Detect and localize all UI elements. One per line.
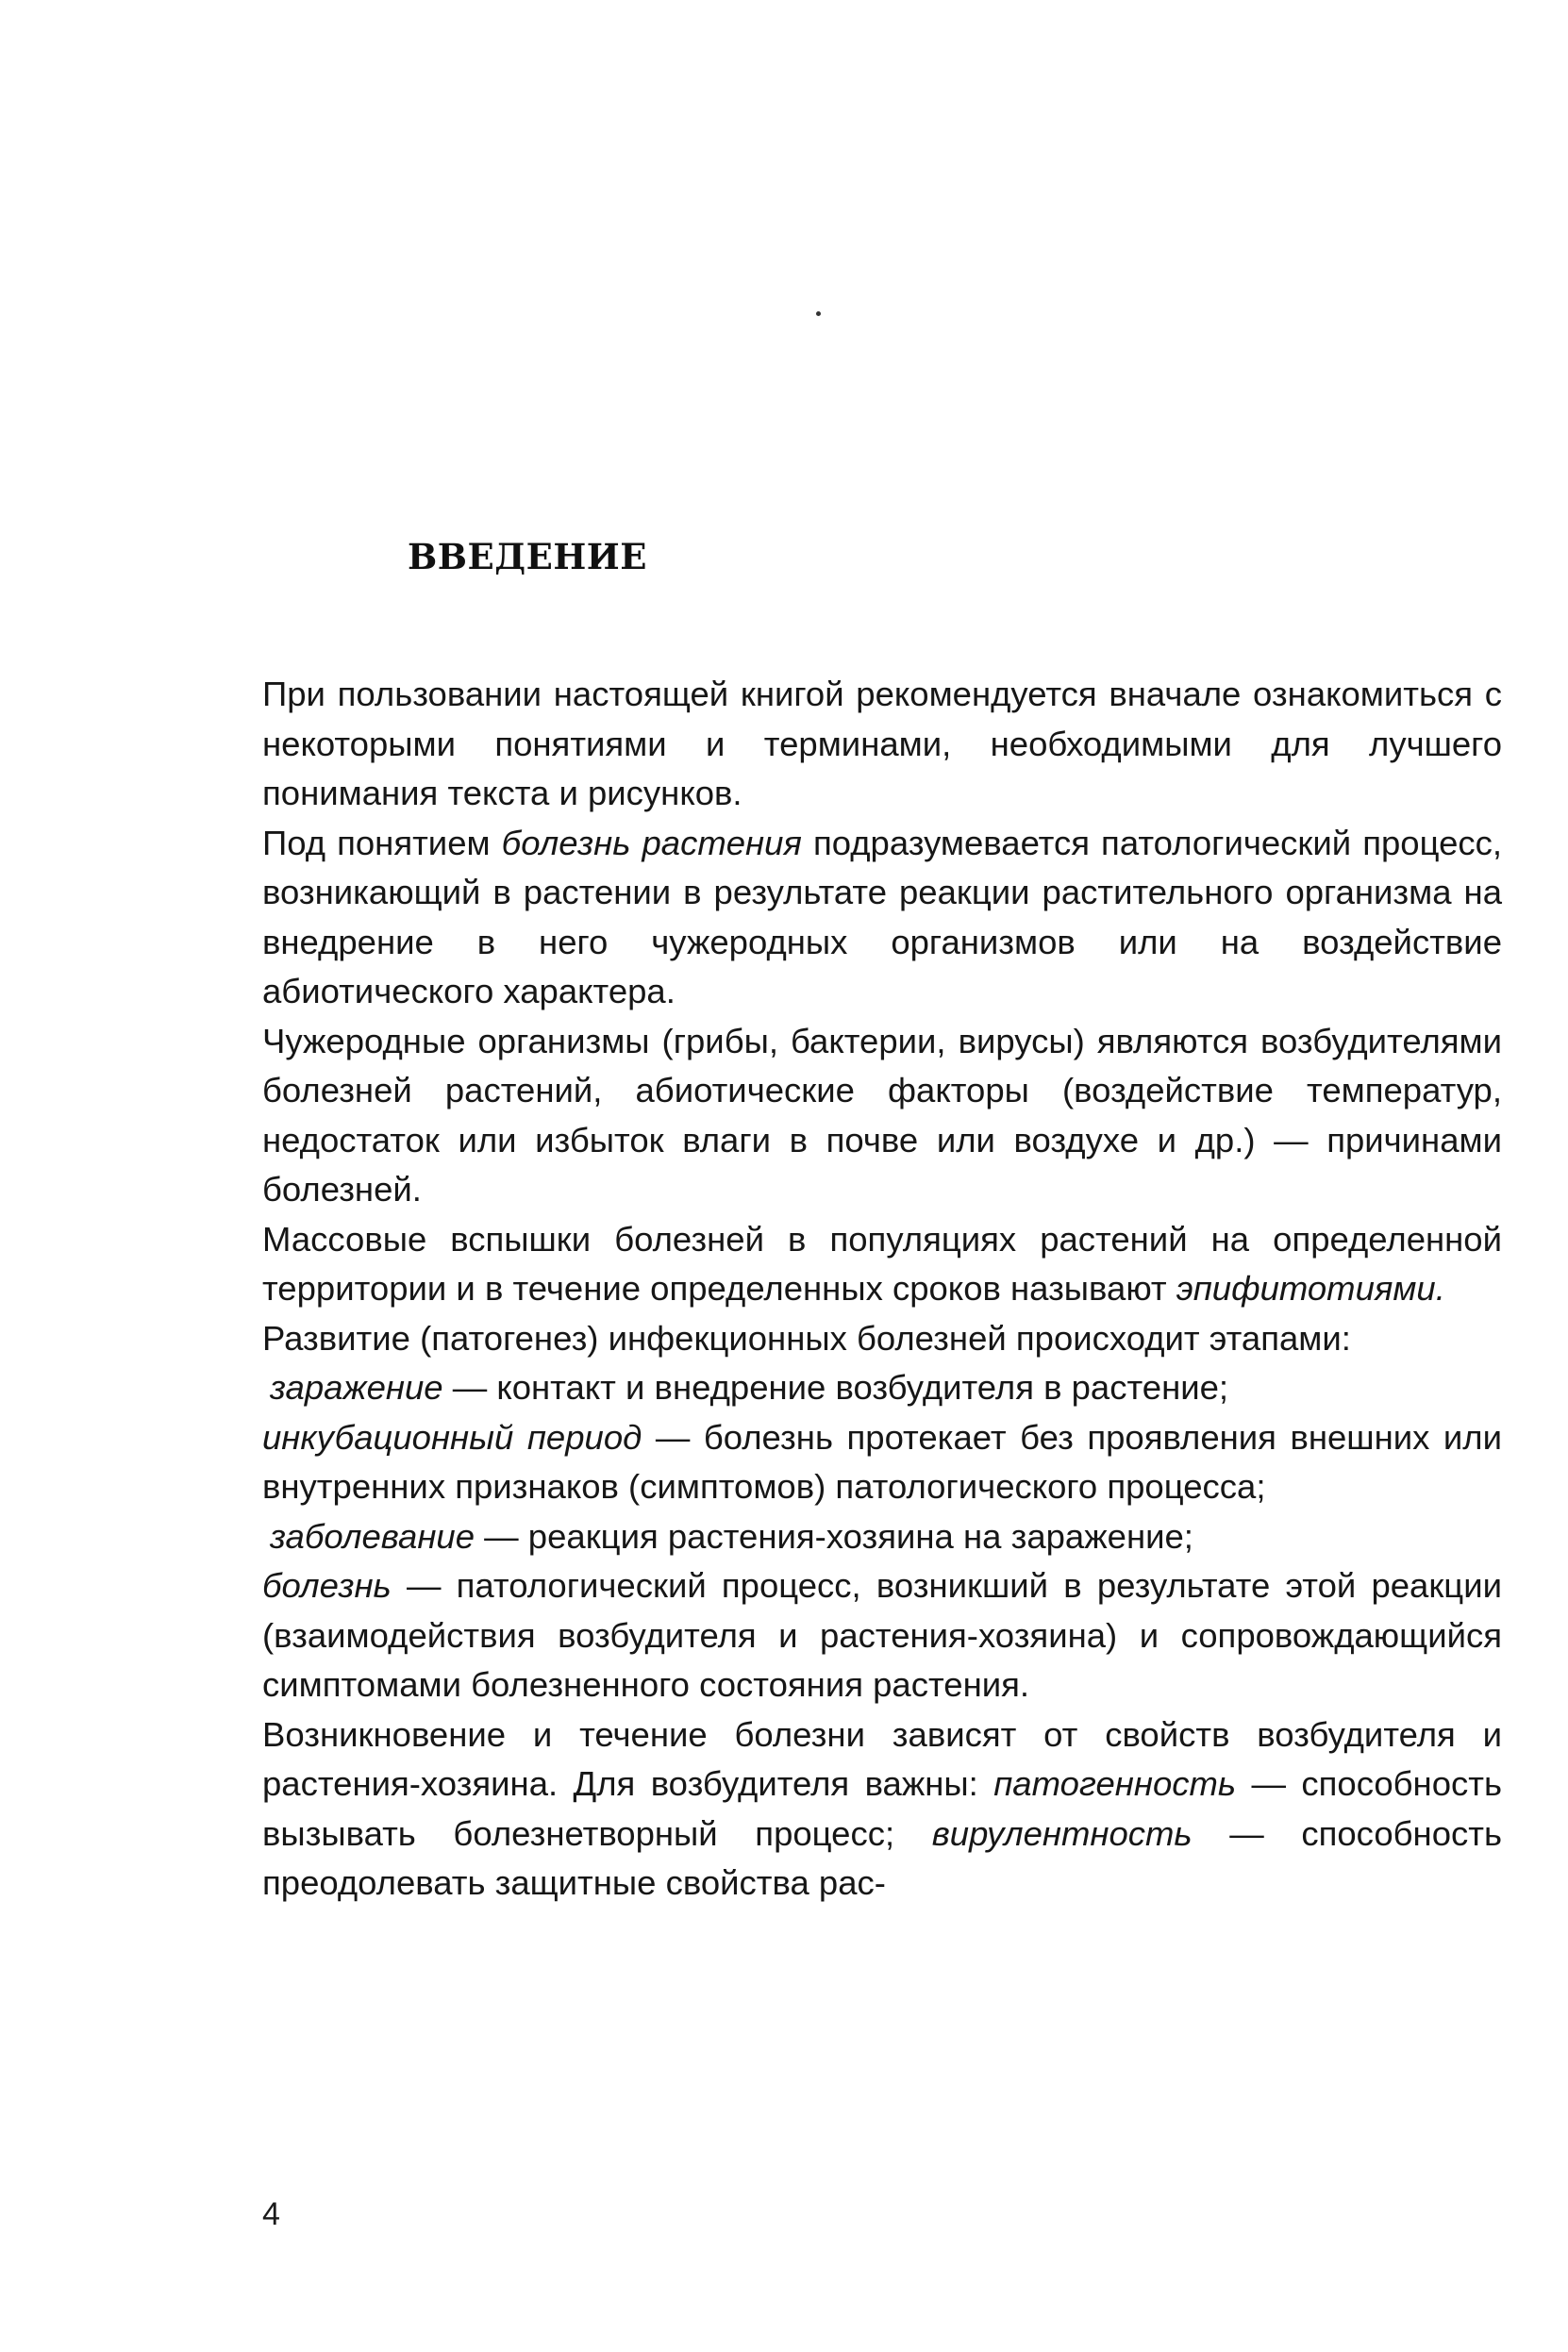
paragraph-pathogen-properties-mid: — способность вызывать болезнетворный процесс; xyxy=(262,1764,1502,1853)
term-infection: заражение xyxy=(270,1368,443,1407)
paragraph-plant-disease xyxy=(262,819,1502,1017)
scan-artifact-dot xyxy=(816,311,821,316)
body-text xyxy=(262,670,1502,1909)
paragraph-pathogenesis-text: Развитие (патогенез) инфекционных болезней происходит этапами: xyxy=(262,1318,1351,1358)
term-disease: болезнь xyxy=(262,1566,392,1605)
stage-disease-text: — патологический процесс, возникший в результате этой реакции (взаимодействия возбудителя и растения-хозяина) и сопровождающийся симптомами болезненного состояния растения. xyxy=(262,1566,1502,1704)
term-plant-disease: болезнь растения xyxy=(501,823,802,862)
stage-infection-text: — контакт и внедрение возбудителя в растение; xyxy=(442,1368,1229,1407)
paragraph-plant-disease-lead: Под понятием xyxy=(262,823,502,862)
term-epiphytotics: эпифитотиями. xyxy=(1176,1269,1445,1308)
stage-falling-ill xyxy=(262,1512,1502,1562)
section-heading: ВВЕДЕНИЕ xyxy=(408,536,647,577)
term-incubation-period: инкубационный период xyxy=(262,1417,642,1457)
paragraph-pathogenesis xyxy=(262,1314,1502,1364)
term-pathogenicity: патогенность xyxy=(993,1764,1237,1803)
stage-incubation xyxy=(262,1413,1502,1512)
term-falling-ill: заболевание xyxy=(270,1516,475,1556)
stage-infection xyxy=(262,1363,1502,1413)
paragraph-pathogen-properties-lead: Возникновение и течение болезни зависят от свойств возбудителя и растения-хозяина. Для возбудителя важны: xyxy=(262,1714,1502,1803)
paragraph-pathogen-properties xyxy=(262,1710,1502,1909)
paragraph-plant-disease-rest: подразумевается патологический процесс, возникающий в растении в результате реакции растительного организма на внедрение в него чужеродных организмов или на воздействие абиотического характера. xyxy=(262,823,1503,1010)
paragraph-intro-text: При пользовании настоящей книгой рекомендуется вначале ознакомиться с некоторыми понятиями и терминами, необходимыми для лучшего понимания текста и рисунков. xyxy=(262,675,1502,812)
paragraph-foreign-organisms xyxy=(262,1017,1502,1215)
stage-incubation-text: — болезнь протекает без проявления внешних или внутренних признаков (симптомов) патологического процесса; xyxy=(262,1417,1502,1506)
paragraph-epiphytotics xyxy=(262,1215,1502,1314)
term-virulence: вирулентность xyxy=(931,1813,1193,1853)
stage-falling-ill-text: — реакция растения-хозяина на заражение; xyxy=(475,1516,1193,1556)
page-number: 4 xyxy=(262,2196,280,2232)
paragraph-intro xyxy=(262,670,1502,819)
paragraph-epiphytotics-lead: Массовые вспышки болезней в популяциях растений на определенной территории и в течение определенных сроков называют xyxy=(262,1219,1502,1308)
paragraph-foreign-organisms-text: Чужеродные организмы (грибы, бактерии, вирусы) являются возбудителями болезней растений, абиотические факторы (воздействие температур, недостаток или избыток влаги в почве или воздухе и др.) — причинами болезней. xyxy=(262,1021,1502,1209)
paragraph-pathogen-properties-end: — способность преодолевать защитные свойства рас- xyxy=(262,1813,1502,1902)
stage-disease xyxy=(262,1561,1502,1710)
